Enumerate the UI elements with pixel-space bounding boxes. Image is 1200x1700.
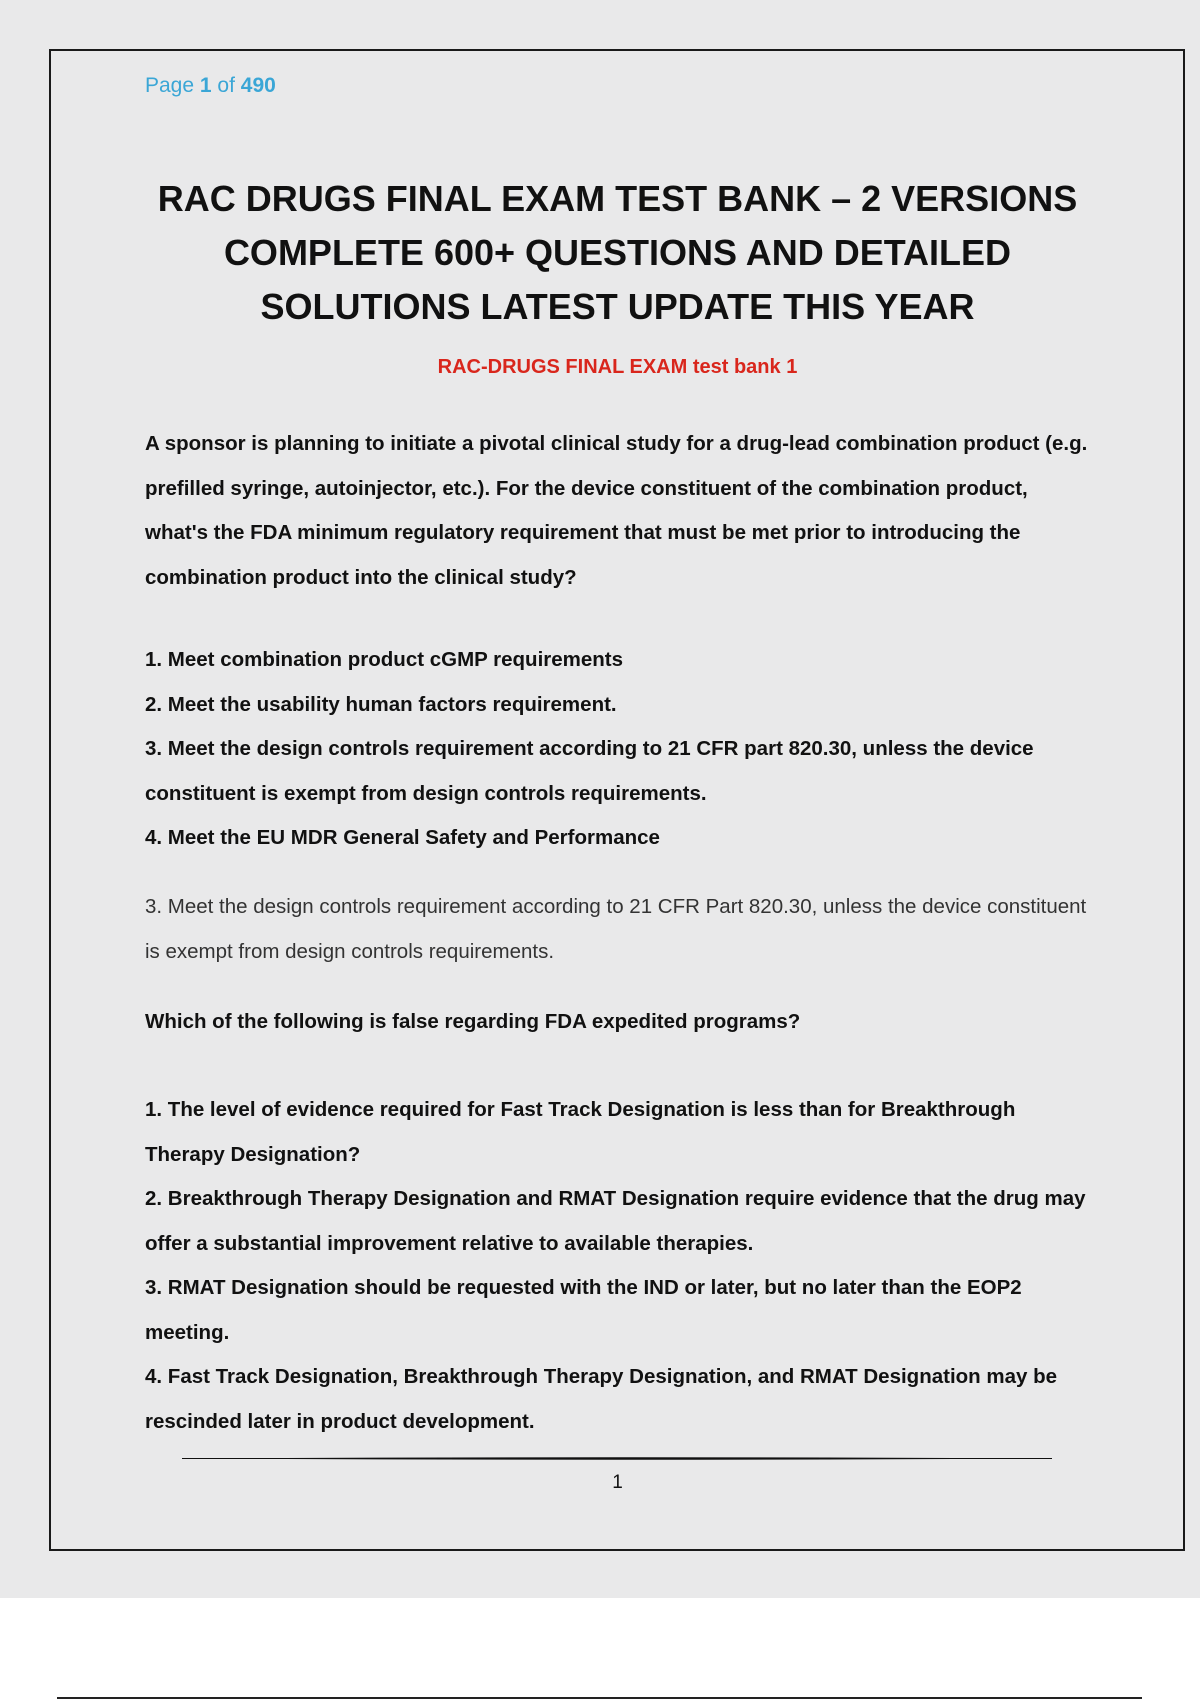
option-item: 4. Meet the EU MDR General Safety and Performance xyxy=(145,826,660,849)
page-number: 1 xyxy=(612,1472,623,1493)
option-item: 1. Meet combination product cGMP requirements xyxy=(145,648,624,671)
option-item: 1. The level of evidence required for Fast Track Designation is less than for Breakthrough Therapy Designation? xyxy=(145,1098,1016,1166)
question-1-options xyxy=(145,638,1095,861)
question-1-text: A sponsor is planning to initiate a pivotal clinical study for a drug-lead combination product (e.g. prefilled syringe, autoinjector, etc.). For the device constituent of the combination product, what's the FDA minimum regulatory requirement that must be met prior to introducing the combination product into the clinical study? xyxy=(145,432,1088,589)
question-2-text: Which of the following is false regarding FDA expedited programs? xyxy=(145,1010,801,1033)
option-item: 2. Breakthrough Therapy Designation and RMAT Designation require evidence that the drug may offer a substantial improvement relative to available therapies. xyxy=(145,1187,1086,1255)
document-subtitle: RAC-DRUGS FINAL EXAM test bank 1 xyxy=(437,356,798,378)
option-item: 2. Meet the usability human factors requirement. xyxy=(145,692,617,716)
option-item: 4. Fast Track Designation, Breakthrough Therapy Designation, and RMAT Designation may be rescinded later in product development. xyxy=(145,1365,1058,1433)
question-2-options xyxy=(145,1088,1095,1444)
next-page-divider xyxy=(57,1697,1142,1699)
footer-rule xyxy=(182,1457,1052,1460)
option-item: 3. RMAT Designation should be requested with the IND or later, but no later than the EOP2 meeting. xyxy=(145,1276,1022,1344)
page-indicator: Page 1 of 490 xyxy=(145,74,276,97)
document-title: RAC DRUGS FINAL EXAM TEST BANK – 2 VERSIONS COMPLETE 600+ QUESTIONS AND DETAILED SOLUTIONS LATEST UPDATE THIS YEAR xyxy=(157,178,1078,327)
option-item: 3. Meet the design controls requirement according to 21 CFR part 820.30, unless the device constituent is exempt from design controls requirements. xyxy=(145,737,1034,805)
question-1-answer: 3. Meet the design controls requirement according to 21 CFR Part 820.30, unless the device constituent is exempt from design controls requirements. xyxy=(145,895,1087,963)
